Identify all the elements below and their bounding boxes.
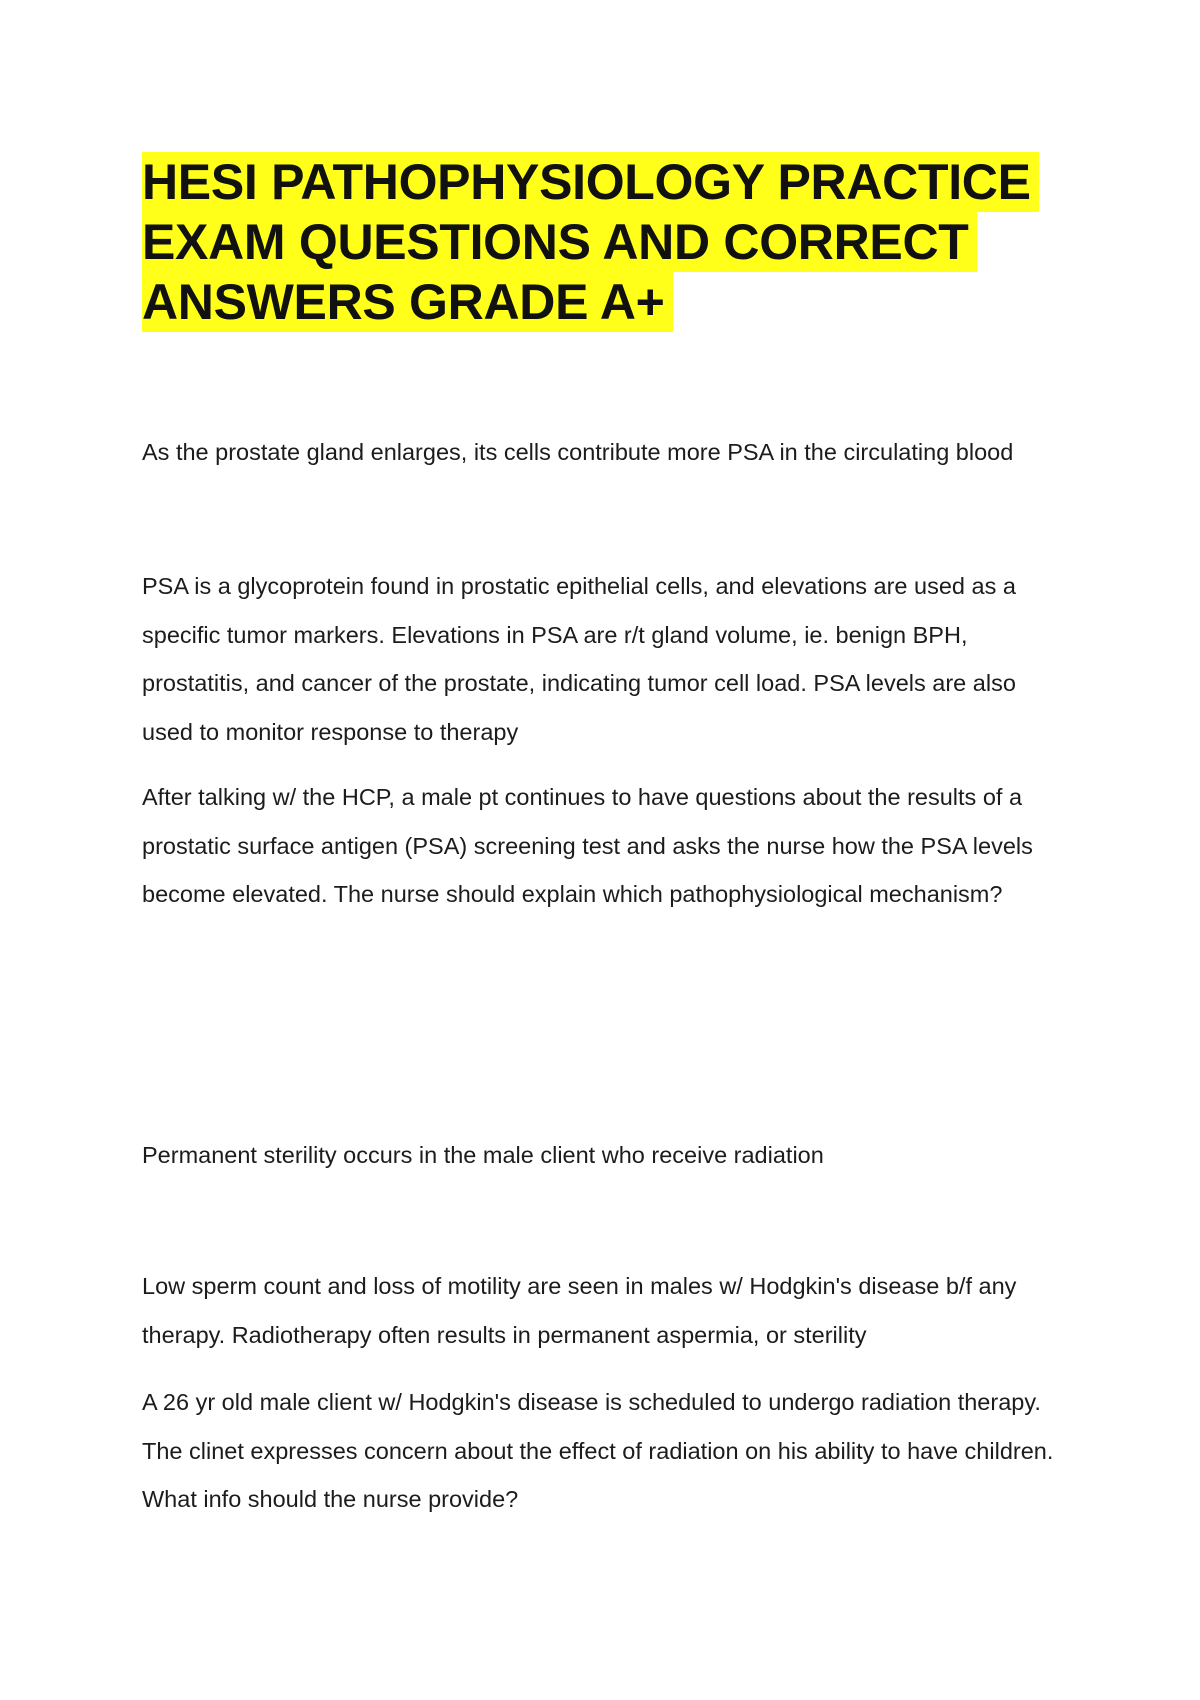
answer-paragraph: Permanent sterility occurs in the male client who receive radiation [142, 1142, 824, 1168]
rationale-paragraph: PSA is a glycoprotein found in prostatic epithelial cells, and elevations are used as a specific tumor markers. Elevations in PSA are r/t gland volume, ie. benign BPH, prostatitis, and cancer of the prostate, indicating tumor cell load. PSA levels are also used to monitor response to therapy [142, 573, 1016, 745]
document-title [142, 152, 1042, 332]
rationale-paragraph: Low sperm count and loss of motility are seen in males w/ Hodgkin's disease b/f any therapy. Radiotherapy often results in permanent aspermia, or sterility [142, 1273, 1017, 1348]
answer-paragraph: As the prostate gland enlarges, its cells contribute more PSA in the circulating blood [142, 439, 1014, 465]
question-paragraph: A 26 yr old male client w/ Hodgkin's disease is scheduled to undergo radiation therapy. The clinet expresses concern about the effect of radiation on his ability to have children. What info should the nurse provide? [142, 1389, 1054, 1512]
question-paragraph: After talking w/ the HCP, a male pt continues to have questions about the results of a prostatic surface antigen (PSA) screening test and asks the nurse how the PSA levels become elevated. The nurse should explain which pathophysiological mechanism? [142, 784, 1033, 907]
title-highlight: HESI PATHOPHYSIOLOGY PRACTICE EXAM QUESTIONS AND CORRECT ANSWERS GRADE A+ [142, 152, 1039, 332]
